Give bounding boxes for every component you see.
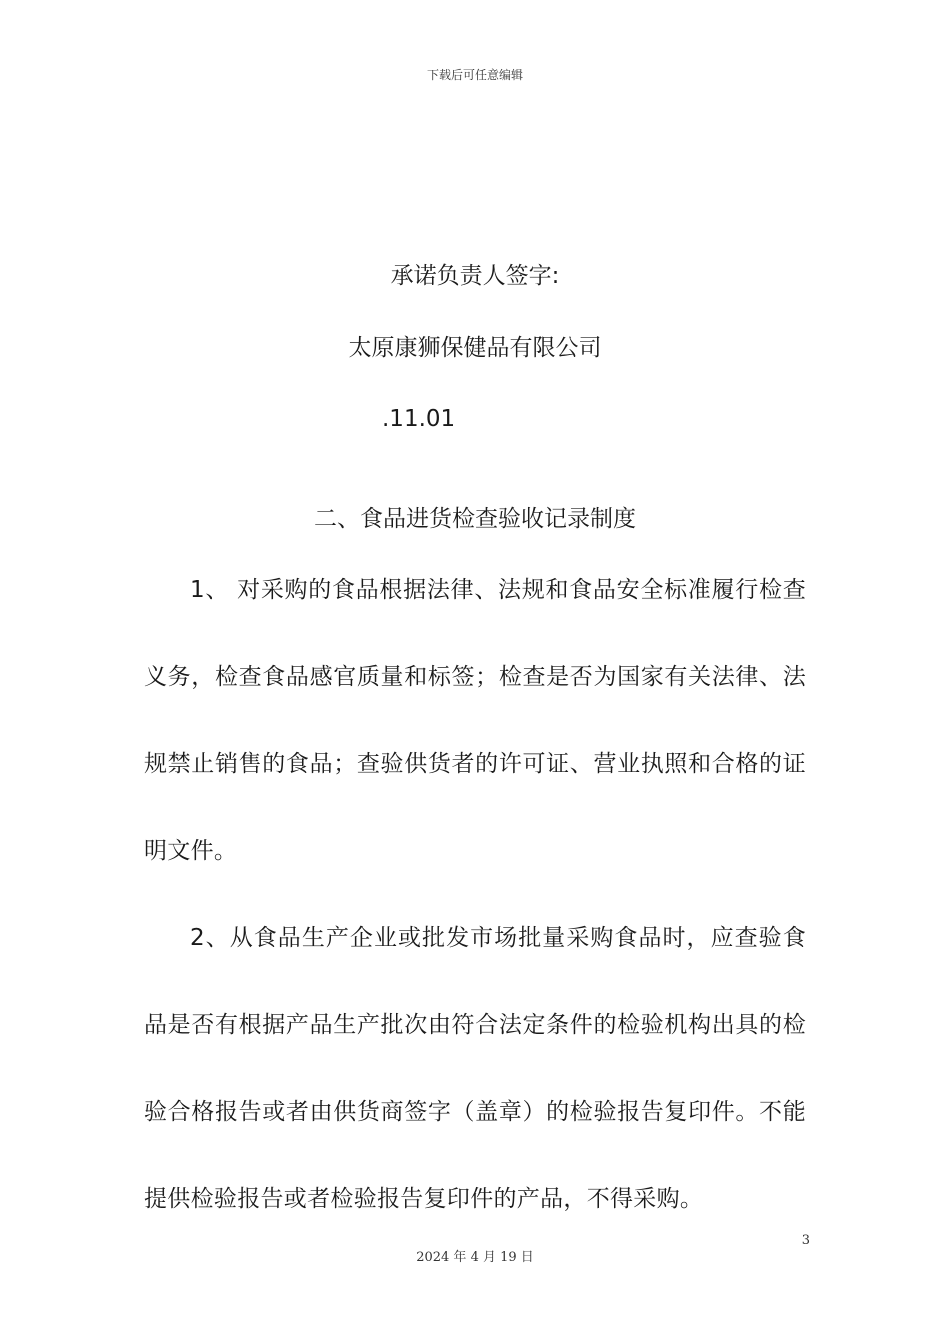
section-body [144,547,806,1243]
section-title: 二、食品进货检查验收记录制度 [314,506,636,532]
signature-label: 承诺负责人签字: [390,263,560,289]
signature-date: .11.01 [382,406,456,432]
page-header: 下载后可任意编辑 [426,68,523,82]
page-number: 3 [801,1233,810,1248]
page-footer-date: 2024 年 4 月 19 日 [416,1250,534,1265]
paragraph-1: 1、 对采购的食品根据法律、法规和食品安全标准履行检查义务，检查食品感官质量和标签；检查是否为国家有关法律、法规禁止销售的食品；查验供货者的许可证、营业执照和合格的证明文件。 [144,577,806,864]
paragraph-2: 2、从食品生产企业或批发市场批量采购食品时，应查验食品是否有根据产品生产批次由符合法定条件的检验机构出具的检验合格报告或者由供货商签字（盖章）的检验报告复印件。不能提供检验报告或者检验报告复印件的产品，不得采购。 [144,925,806,1212]
company-name: 太原康狮保健品有限公司 [348,335,602,361]
